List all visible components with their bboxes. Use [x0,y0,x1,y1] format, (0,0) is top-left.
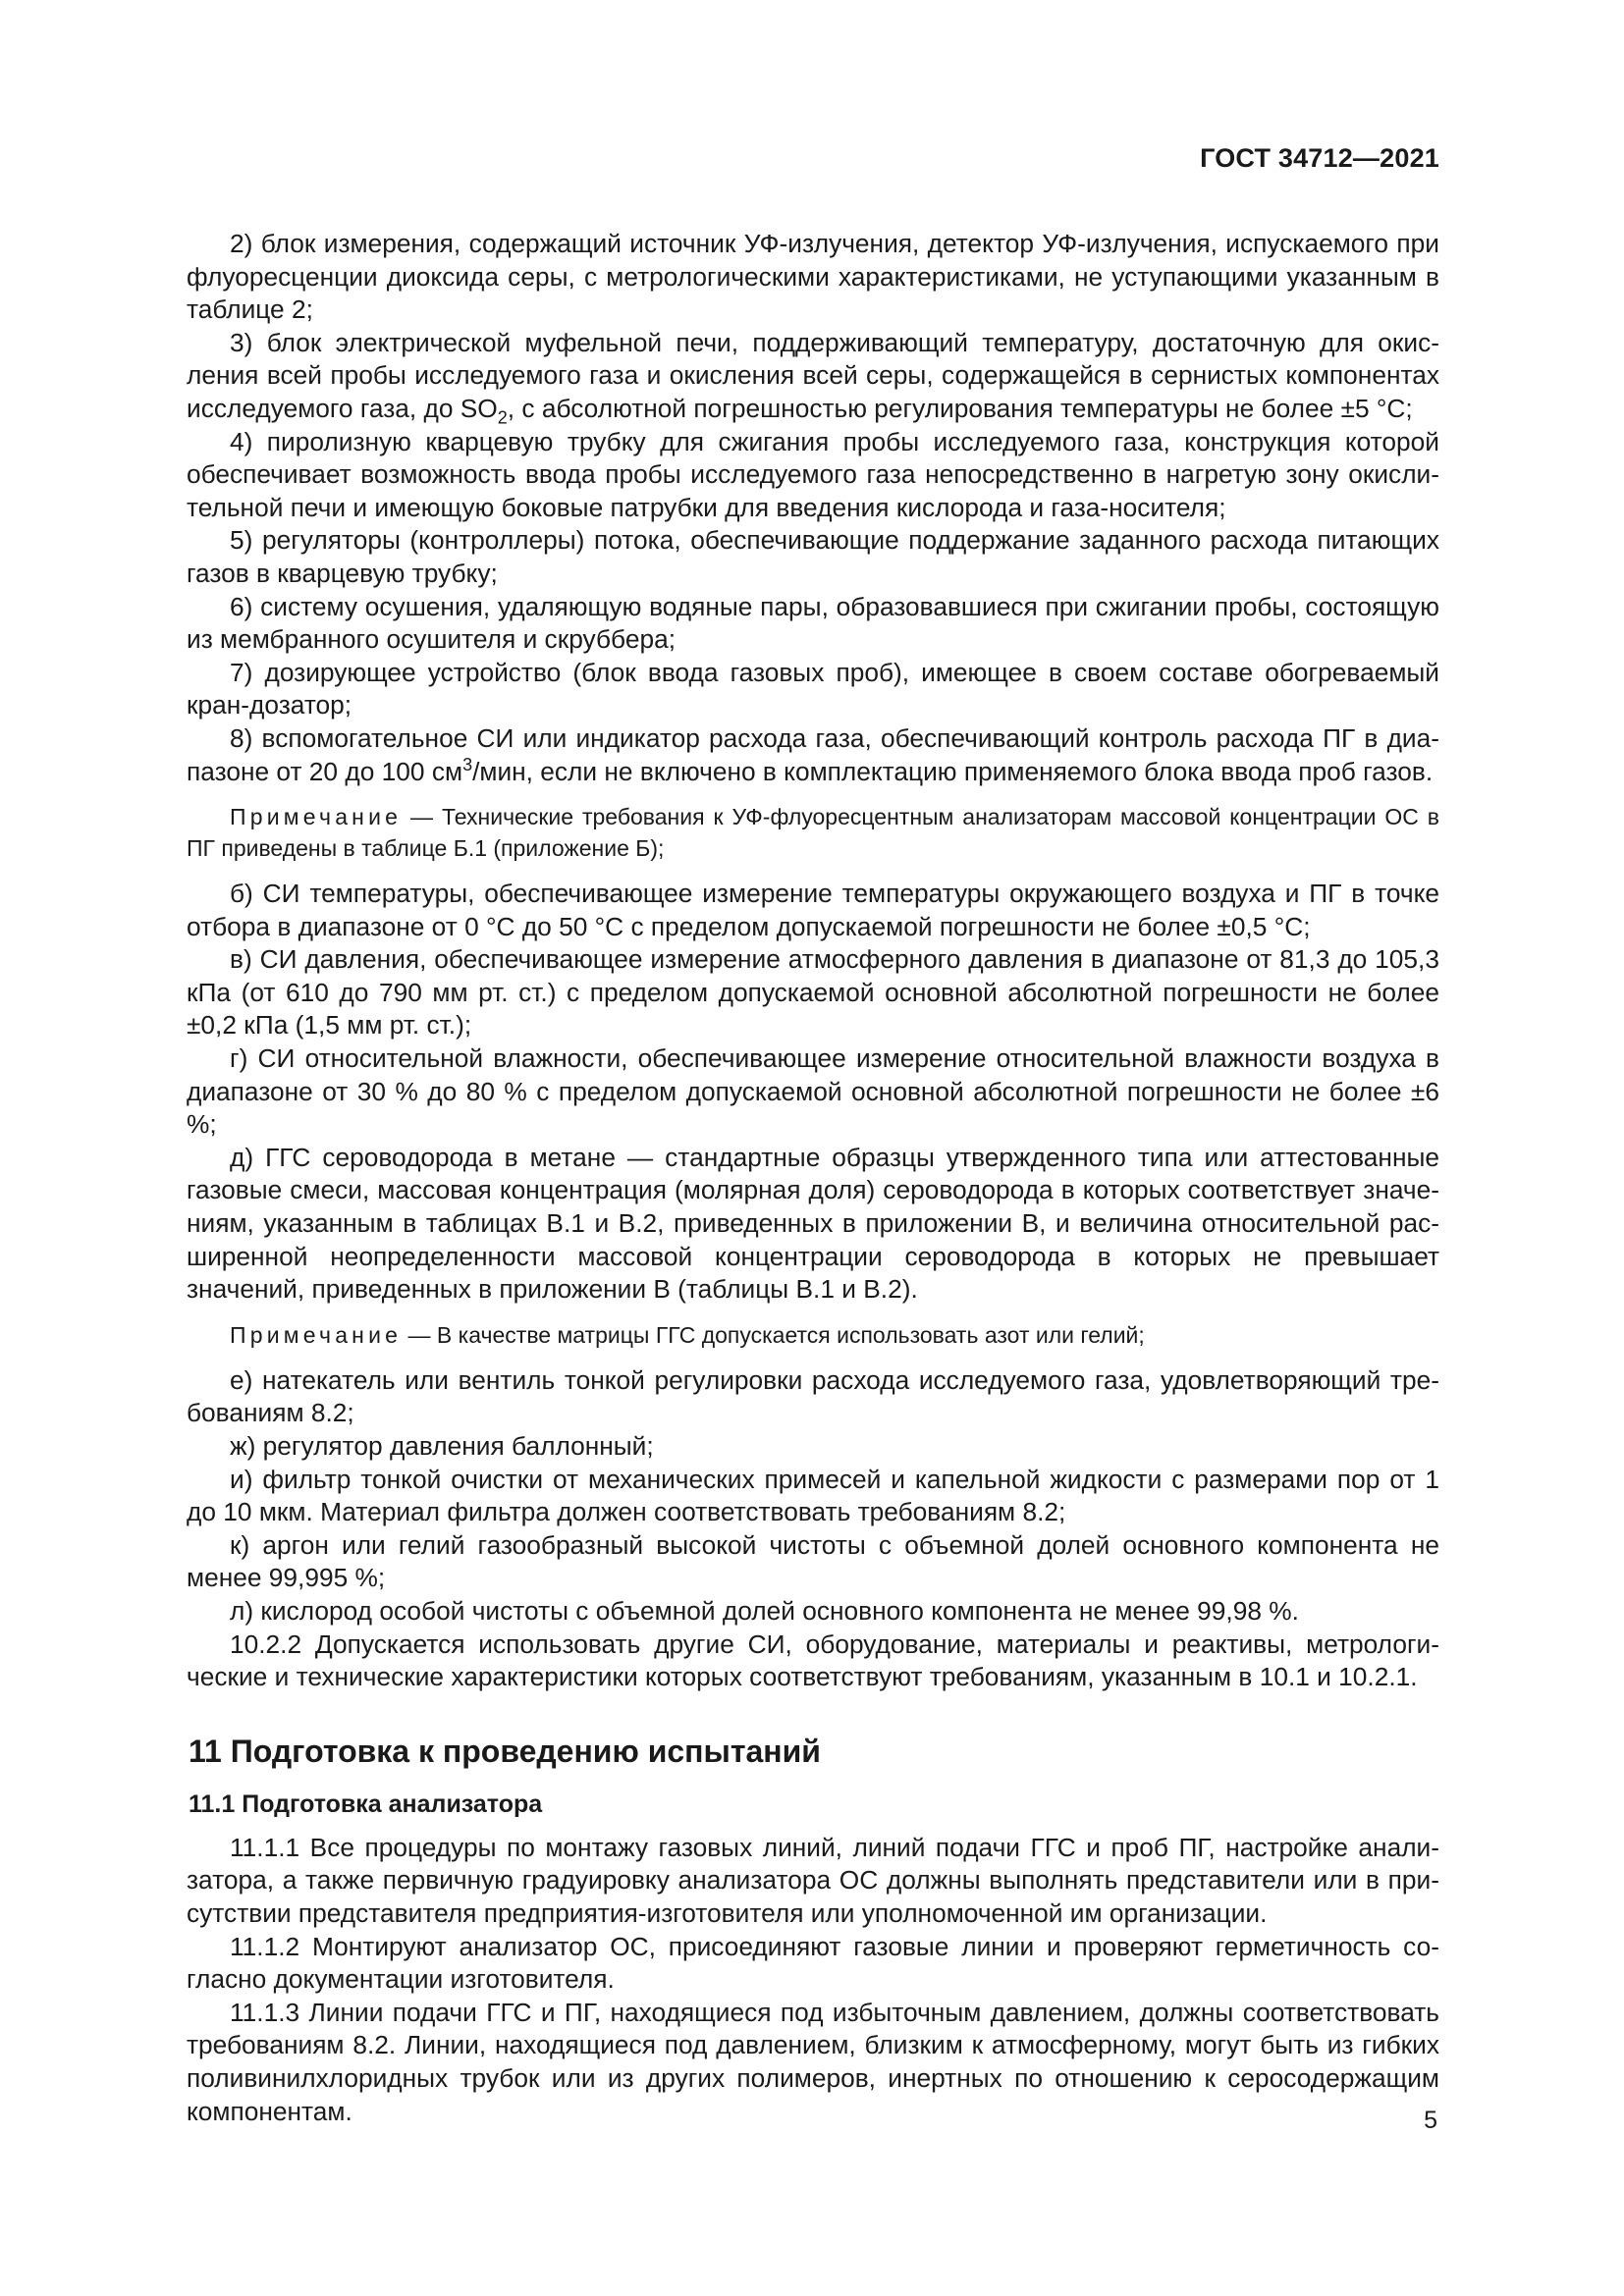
page-content [187,228,1439,2128]
paragraph: 6) систему осушения, удаляющую водяные пары, образовавшиеся при сжигании пробы, состоящую из мембранного осушителя и скруббера; [187,591,1439,655]
paragraph: 5) регуляторы (контроллеры) потока, обеспечивающие поддержание заданного расхода питающих газов в кварцевую трубку; [187,525,1439,588]
paragraph: е) натекатель или вентиль тонкой регулировки расхода исследуемого газа, удовлетворяющий требованиям 8.2; [187,1364,1439,1428]
paragraph: 7) дозирующее устройство (блок ввода газовых проб), имеющее в своем составе обогреваемый кран-дозатор; [187,657,1439,721]
paragraph: 10.2.2 Допускается использовать другие СИ, оборудование, материалы и реактивы, метрологические и технические характеристики которых соответствуют требованиям, указанным в 10.1 и 10.2.1. [187,1629,1439,1692]
paragraph: 2) блок измерения, содержащий источник УФ-излучения, детектор УФ-излучения, испускаемого при флуоресценции диоксида серы, с метрологическими характеристиками, не уступающими указанным в таблице 2; [187,229,1439,325]
paragraph: ж) регулятор давления баллонный; [230,1431,654,1461]
paragraph-indicator [187,722,1439,788]
text-fragment: /мин, если не включено в комплектацию применяемого блока ввода проб газов. [472,756,1434,786]
note-text: — Технические требования к УФ-флуоресцентным анализаторам массовой концентрации ОС в ПГ приведены в таблице Б.1 (приложение Б); [187,804,1439,862]
paragraph: и) фильтр тонкой очистки от механических примесей и капельной жидкости с размерами пор от 1 до 10 мкм. Материал фильтра должен соответствовать требованиям 8.2; [187,1464,1439,1527]
note [187,801,1439,864]
paragraph: б) СИ температуры, обеспечивающее измерение температуры окружающего воздуха и ПГ в точке отбора в диапазоне от 0 °С до 50 °С с пределом допускаемой погрешности не более ±0,5 °С; [187,879,1439,941]
paragraph: в) СИ давления, обеспечивающее измерение атмосферного давления в диапазоне от 81,3 до 105,3 кПа (от 610 до 790 мм рт. ст.) с пределом допускаемой основной абсолютной погрешности не более ±0,2 кПа (1,5 мм рт. ст.); [187,944,1439,1041]
subscript: 2 [497,407,508,428]
paragraph: д) ГГС сероводорода в метане — стандартные образцы утвержденного типа или аттестованные газовые смеси, массовая концентрация (молярная доля) сероводорода в которых соответствует значениям, указанным в таблицах В.1 и В.2, приведенных в приложении В, и величина относительной расширенной неопределенности массовой концентрации сероводорода в которых не превышает значений, приведенных в приложении В (таблицы В.1 и В.2). [187,1142,1439,1305]
paragraph: 4) пиролизную кварцевую трубку для сжигания пробы исследуемого газа, конструкция которой обеспечивает возможность ввода пробы исследуемого газа непосредственно в нагретую зону окислительной печи и имеющую боковые патрубки для введения кислорода и газа-носителя; [187,426,1439,522]
paragraph: к) аргон или гелий газообразный высокой чистоты с объемной долей основного компонента не менее 99,995 %; [187,1529,1439,1593]
note-text: — В качестве матрицы ГГС допускается использовать азот или гелий; [402,1321,1145,1348]
paragraph: 11.1.2 Монтируют анализатор ОС, присоединяют газовые линии и проверяют герметичность согласно документации изготовителя. [187,1931,1439,1995]
text-fragment: 3) блок электрической муфельной печи, поддерживающий температуру, достаточную для окисления всей пробы исследуемого газа и окисления всей серы, содержащейся в сернистых компонентах исследуемого газа, до SO [187,327,1439,423]
document-code: ГОСТ 34712—2021 [1200,143,1439,173]
page-number: 5 [1424,2107,1437,2134]
paragraph: г) СИ относительной влажности, обеспечивающее измерение относительной влажности воздуха в диапазоне от 30 % до 80 % с пределом допускаемой основной абсолютной погрешности не более ±6 %; [187,1043,1439,1140]
paragraph: 11.1.3 Линии подачи ГГС и ПГ, находящиеся под избыточным давлением, должны соответствовать требованиям 8.2. Линии, находящиеся под давлением, близким к атмосферному, могут быть из гибких поливинилхлоридных трубок или из других полимеров, инертных по отношению к серосодержащим компонентам. [187,1997,1439,2126]
paragraph: л) кислород особой чистоты с объемной долей основного компонента не менее 99,98 %. [230,1595,1299,1626]
superscript: 3 [462,754,473,774]
note-label: Примечание [230,804,403,830]
text-fragment: , с абсолютной погрешностью регулирования температуры не более ±5 °С; [507,393,1413,423]
subsection-heading: 11.1 Подготовка анализатора [189,1789,543,1818]
note [187,1319,1439,1351]
text-fragment: 8) вспомогательное СИ или индикатор расхода газа, обеспечивающий контроль расхода ПГ в диапазоне от 20 до 100 см [187,722,1439,786]
section-heading: 11 Подготовка к проведению испытаний [189,1733,821,1769]
paragraph-furnace [187,327,1439,426]
paragraph: 11.1.1 Все процедуры по монтажу газовых линий, линий подачи ГГС и проб ПГ, настройке анализатора, а также первичную градуировку анализатора ОС должны выполнять представители или в присутствии представителя предприятия-изготовителя или уполномоченной им организации. [187,1832,1439,1928]
note-label: Примечание [230,1321,403,1348]
